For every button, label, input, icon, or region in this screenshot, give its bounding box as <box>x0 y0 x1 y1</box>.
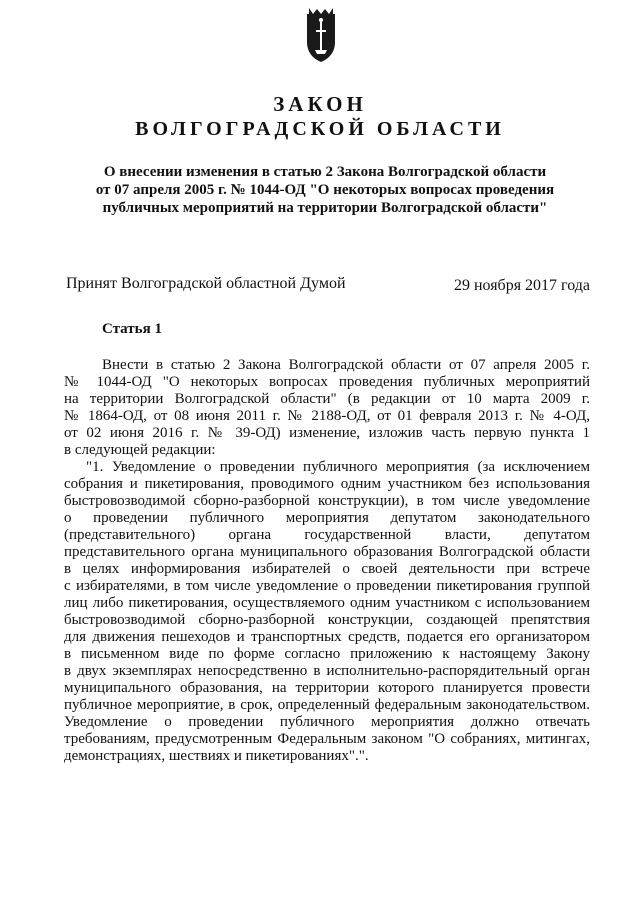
region-heading: ВОЛГОГРАДСКОЙ ОБЛАСТИ <box>135 118 505 140</box>
text-line: № 1864-ОД, от 08 июня 2011 г. № 2188-ОД, от 01 февраля 2013 г. № 4-ОД, <box>64 408 590 424</box>
text-line: от 02 июня 2016 г. № 39-ОД) изменение, изложив часть первую пункта 1 <box>64 425 590 441</box>
text-line: в целях информирования избирателей о своей деятельности при встрече <box>64 561 590 577</box>
article-title: Статья 1 <box>102 321 162 337</box>
adoption-date: 29 ноября 2017 года <box>453 277 590 294</box>
text-line: быстровозводимой сборно-разборной конструкции, создающей препятствия <box>64 612 590 628</box>
text-line: (представительного) органа государственной власти, депутатом <box>64 527 590 543</box>
text-line: № 1044-ОД "О некоторых вопросах проведения публичных мероприятий <box>64 374 590 390</box>
text-line: в письменном виде по форме согласно приложению к настоящему Закону <box>64 646 590 662</box>
text-line: в двух экземплярах непосредственно в исполнительно-распорядительный орган <box>64 663 590 679</box>
subject-line: публичных мероприятий на территории Волгоградской области" <box>102 200 548 216</box>
text-line: в следующей редакции: <box>64 442 216 458</box>
text-line: публичное мероприятие, в срок, определенный федеральным законодательством. <box>64 697 590 713</box>
text-line: Внести в статью 2 Закона Волгоградской области от 07 апреля 2005 г. <box>102 357 590 373</box>
text-line: о проведении публичного мероприятия депутатом законодательного <box>64 510 590 526</box>
text-line: муниципального образования, на территории которого планируется провести <box>64 680 590 696</box>
text-line: требованиям, предусмотренным Федеральным законом "О собраниях, митингах, <box>64 731 590 747</box>
text-line: Уведомление о проведении публичного мероприятия должно отвечать <box>64 714 590 730</box>
law-heading: ЗАКОН <box>273 92 367 116</box>
coat-of-arms-emblem <box>303 6 339 66</box>
text-line: быстровозводимой сборно-разборной конструкции), в том числе уведомление <box>64 493 590 509</box>
adopted-by: Принят Волгоградской областной Думой <box>66 275 346 292</box>
article-body <box>64 357 590 765</box>
text-line: собрания и пикетирования, проводимого одним участником без использования <box>64 476 590 492</box>
subject-line: от 07 апреля 2005 г. № 1044-ОД "О некоторых вопросах проведения <box>95 182 555 198</box>
text-line: на территории Волгоградской области" (в редакции от 10 марта 2009 г. <box>64 391 590 407</box>
text-line: с избирателями, в том числе уведомление о проведении пикетирования группой <box>64 578 590 594</box>
text-line: демонстрациях, шествиях и пикетированиях".". <box>64 748 369 764</box>
text-line: "1. Уведомление о проведении публичного мероприятия (за исключением <box>86 459 590 475</box>
text-line: лиц либо пикетирования, осуществляемого одним участником с использованием <box>64 595 590 611</box>
text-line: представительного органа муниципального образования Волгоградской области <box>64 544 590 560</box>
subject-line: О внесении изменения в статью 2 Закона Волгоградской области <box>103 164 547 180</box>
law-subject <box>90 163 560 217</box>
text-line: для движения пешеходов и транспортных средств, подается его организатором <box>64 629 590 645</box>
